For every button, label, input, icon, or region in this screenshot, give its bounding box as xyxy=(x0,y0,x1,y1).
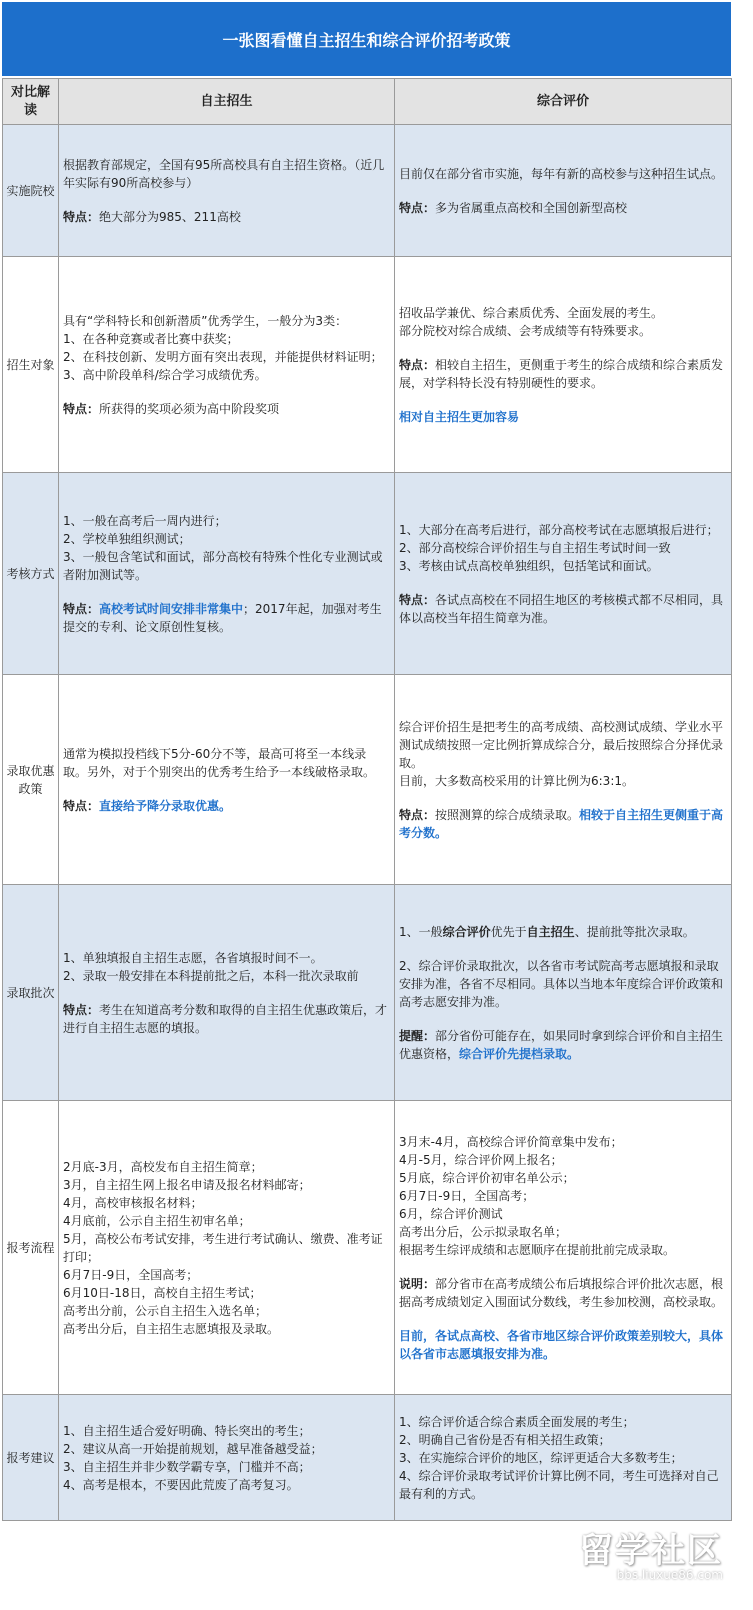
feature-text: 考生在知道高考分数和取得的自主招生优惠政策后，才进行自主招生志愿的填报。 xyxy=(63,1002,388,1035)
cell-zizhu xyxy=(59,675,395,885)
cell-text: 2月底-3月，高校发布自主招生简章； xyxy=(63,1159,263,1174)
cell-zizhu xyxy=(59,1101,395,1395)
feature-label: 特点： xyxy=(63,209,100,224)
cell-text: 2、在科技创新、发明方面有突出表现，并能提供材料证明； xyxy=(63,349,383,364)
text-bold: 综合评价 xyxy=(442,924,491,939)
cell-text: 高考出分后，自主招生志愿填报及录取。 xyxy=(63,1321,280,1336)
cell-zizhu xyxy=(59,125,395,257)
feature-text: 各试点高校在不同招生地区的考核模式都不尽相同，具体以高校当年招生简章为准。 xyxy=(399,592,724,625)
highlight-text: 相对自主招生更加容易 xyxy=(399,409,520,424)
row-label: 报考建议 xyxy=(3,1395,59,1521)
row-label: 录取优惠政策 xyxy=(3,675,59,885)
cell-text: 4月底前，公示自主招生初审名单； xyxy=(63,1213,251,1228)
cell-text: 根据教育部规定，全国有95所高校具有自主招生资格。（近几年实际有90所高校参与） xyxy=(63,157,385,190)
cell-zonghe xyxy=(395,1395,732,1521)
text-part: 1、一般 xyxy=(399,924,443,939)
cell-text: 3月，自主招生网上报名申请及报名材料邮寄； xyxy=(63,1177,311,1192)
feature-label: 特点： xyxy=(399,200,436,215)
highlight-text: 目前，各试点高校、各省市地区综合评价政策差别较大，具体以各省市志愿填报安排为准。 xyxy=(399,1328,724,1361)
cell-text: 根据考生综评成绩和志愿顺序在提前批前完成录取。 xyxy=(399,1242,676,1257)
feature-highlight: 综合评价先提档录取。 xyxy=(459,1046,580,1061)
feature-text: 部分省份可能存在，如果同时拿到综合评价和自主招生优惠资格， xyxy=(399,1028,724,1061)
row-label: 考核方式 xyxy=(3,473,59,675)
cell-text: 1、大部分在高考后进行，部分高校考试在志愿填报后进行； xyxy=(399,522,719,537)
cell-zonghe xyxy=(395,257,732,473)
page-title: 一张图看懂自主招生和综合评价招考政策 xyxy=(2,2,731,76)
feature-line xyxy=(63,208,390,226)
table-row xyxy=(3,125,732,257)
feature-label: 说明： xyxy=(399,1276,436,1291)
feature-highlight: 直接给予降分录取优惠。 xyxy=(99,798,232,813)
feature-highlight: 高校考试时间安排非常集中 xyxy=(99,601,244,616)
feature-text: 多为省属重点高校和全国创新型高校 xyxy=(435,200,628,215)
feature-line xyxy=(399,1275,727,1311)
feature-label: 特点： xyxy=(63,601,100,616)
cell-text: 2、部分高校综合评价招生与自主招生考试时间一致 xyxy=(399,540,671,555)
cell-text: 4月-5月，综合评价网上报名； xyxy=(399,1152,563,1167)
cell-text: 招收品学兼优、综合素质优秀、全面发展的考生。 xyxy=(399,305,664,320)
feature-label: 特点： xyxy=(399,807,436,822)
row-label: 招生对象 xyxy=(3,257,59,473)
feature-label: 特点： xyxy=(63,798,100,813)
cell-text: 6月7日-9日，全国高考； xyxy=(399,1188,535,1203)
cell-text: 1、单独填报自主招生志愿，各省填报时间不一。 xyxy=(63,950,323,965)
cell-text: 5月，高校公布考试安排，考生进行考试确认、缴费、准考证打印； xyxy=(63,1231,383,1264)
table-header-row xyxy=(3,79,732,125)
feature-line xyxy=(399,591,727,627)
feature-label: 特点： xyxy=(63,1002,100,1017)
feature-line xyxy=(63,797,390,815)
watermark-logo-text: 留学社区 xyxy=(579,1531,723,1571)
feature-highlight: 相较于自主招生更侧重于高考分数。 xyxy=(399,807,724,840)
feature-text: 所获得的奖项必须为高中阶段奖项 xyxy=(99,401,280,416)
feature-label: 特点： xyxy=(399,592,436,607)
cell-text: 3、自主招生并非少数学霸专享，门槛并不高； xyxy=(63,1459,311,1474)
cell-text: 通常为模拟投档线下5分-60分不等，最高可将至一本线录取。另外，对于个别突出的优秀考生给予一本线破格录取。 xyxy=(63,746,376,779)
comparison-table xyxy=(2,78,732,1521)
table-row xyxy=(3,1395,732,1521)
header-zizhu: 自主招生 xyxy=(59,79,395,125)
feature-line xyxy=(399,199,727,217)
table-row xyxy=(3,675,732,885)
cell-text: 目前，大多数高校采用的计算比例为6:3:1。 xyxy=(399,773,634,788)
text-part: 优先于 xyxy=(490,924,527,939)
watermark-url: bbs.liuxue86.com xyxy=(616,1568,723,1582)
row-label: 录取批次 xyxy=(3,885,59,1101)
cell-zizhu xyxy=(59,257,395,473)
cell-zizhu xyxy=(59,1395,395,1521)
cell-zonghe xyxy=(395,885,732,1101)
feature-line xyxy=(399,806,727,842)
table-row xyxy=(3,1101,732,1395)
cell-zonghe xyxy=(395,675,732,885)
cell-text: 2、建议从高一开始提前规划，越早准备越受益； xyxy=(63,1441,323,1456)
table-row xyxy=(3,885,732,1101)
cell-text: 3、一般包含笔试和面试，部分高校有特殊个性化专业测试或者附加测试等。 xyxy=(63,549,383,582)
cell-text: 部分院校对综合成绩、会考成绩等有特殊要求。 xyxy=(399,323,652,338)
cell-text: 2、学校单独组织测试； xyxy=(63,531,191,546)
cell-text: 6月，综合评价测试 xyxy=(399,1206,503,1221)
cell-text: 3、在实施综合评价的地区，综评更适合大多数考生； xyxy=(399,1450,683,1465)
cell-zonghe xyxy=(395,1101,732,1395)
text-part: 、提前批等批次录取。 xyxy=(574,924,695,939)
cell-text: 具有“学科特长和创新潜质”优秀学生，一般分为3类： xyxy=(63,313,348,328)
feature-line xyxy=(399,356,727,392)
feature-label: 特点： xyxy=(63,401,100,416)
row-label: 实施院校 xyxy=(3,125,59,257)
cell-text: 3、考核由试点高校单独组织，包括笔试和面试。 xyxy=(399,558,659,573)
feature-line xyxy=(63,1001,390,1037)
row-label: 报考流程 xyxy=(3,1101,59,1395)
cell-text: 4、高考是根本，不要因此荒废了高考复习。 xyxy=(63,1477,299,1492)
cell-text: 2、录取一般安排在本科提前批之后，本科一批次录取前 xyxy=(63,968,359,983)
cell-text: 高考出分后，公示拟录取名单； xyxy=(399,1224,568,1239)
cell-text: 1、在各种竞赛或者比赛中获奖； xyxy=(63,331,239,346)
cell-zizhu xyxy=(59,473,395,675)
cell-text: 1、一般在高考后一周内进行； xyxy=(63,513,227,528)
cell-text: 2、明确自己省份是否有相关招生政策； xyxy=(399,1432,611,1447)
text-bold: 自主招生 xyxy=(526,924,575,939)
header-compare: 对比解读 xyxy=(3,79,59,125)
cell-zonghe xyxy=(395,473,732,675)
table-row xyxy=(3,473,732,675)
cell-zizhu xyxy=(59,885,395,1101)
cell-text: 高考出分前，公示自主招生入选名单； xyxy=(63,1303,268,1318)
cell-text: 6月7日-9日，全国高考； xyxy=(63,1267,199,1282)
feature-text: 相较自主招生，更侧重于考生的综合成绩和综合素质发展，对学科特长没有特别硬性的要求。 xyxy=(399,357,724,390)
header-zonghe: 综合评价 xyxy=(395,79,732,125)
watermark xyxy=(579,1523,723,1582)
cell-text: 3、高中阶段单科/综合学习成绩优秀。 xyxy=(63,367,267,382)
feature-line xyxy=(63,600,390,636)
feature-text: ；2017年起，加强对考生提交的专利、论文原创性复核。 xyxy=(63,601,382,634)
cell-text: 6月10日-18日，高校自主招生考试； xyxy=(63,1285,262,1300)
feature-text: 绝大部分为985、211高校 xyxy=(99,209,241,224)
cell-text: 4月，高校审核报名材料； xyxy=(63,1195,203,1210)
feature-line xyxy=(63,400,390,418)
cell-text: 综合评价招生是把考生的高考成绩、高校测试成绩、学业水平测试成绩按照一定比例折算成综合分，最后按照综合分择优录取。 xyxy=(399,719,724,770)
cell-text: 2、综合评价录取批次，以各省市考试院高考志愿填报和录取安排为准，各省不尽相同。具体以当地本年度综合评价政策和高考志愿安排为准。 xyxy=(399,958,724,1009)
cell-text: 4、综合评价录取考试评价计算比例不同，考生可选择对自己最有利的方式。 xyxy=(399,1468,719,1501)
cell-text xyxy=(399,923,727,941)
feature-label: 特点： xyxy=(399,357,436,372)
feature-text: 部分省市在高考成绩公布后填报综合评价批次志愿，根据高考成绩划定入围面试分数线，考生参加校测，高校录取。 xyxy=(399,1276,724,1309)
cell-text: 1、自主招生适合爱好明确、特长突出的考生； xyxy=(63,1423,311,1438)
feature-label: 提醒： xyxy=(399,1028,436,1043)
cell-text: 目前仅在部分省市实施，每年有新的高校参与这种招生试点。 xyxy=(399,166,724,181)
feature-line xyxy=(399,1027,727,1063)
cell-text: 3月末-4月，高校综合评价简章集中发布； xyxy=(399,1134,623,1149)
table-row xyxy=(3,257,732,473)
cell-text: 1、综合评价适合综合素质全面发展的考生； xyxy=(399,1414,635,1429)
cell-zonghe xyxy=(395,125,732,257)
cell-text: 5月底，综合评价初审名单公示； xyxy=(399,1170,575,1185)
feature-text: 按照测算的综合成绩录取。 xyxy=(435,807,580,822)
